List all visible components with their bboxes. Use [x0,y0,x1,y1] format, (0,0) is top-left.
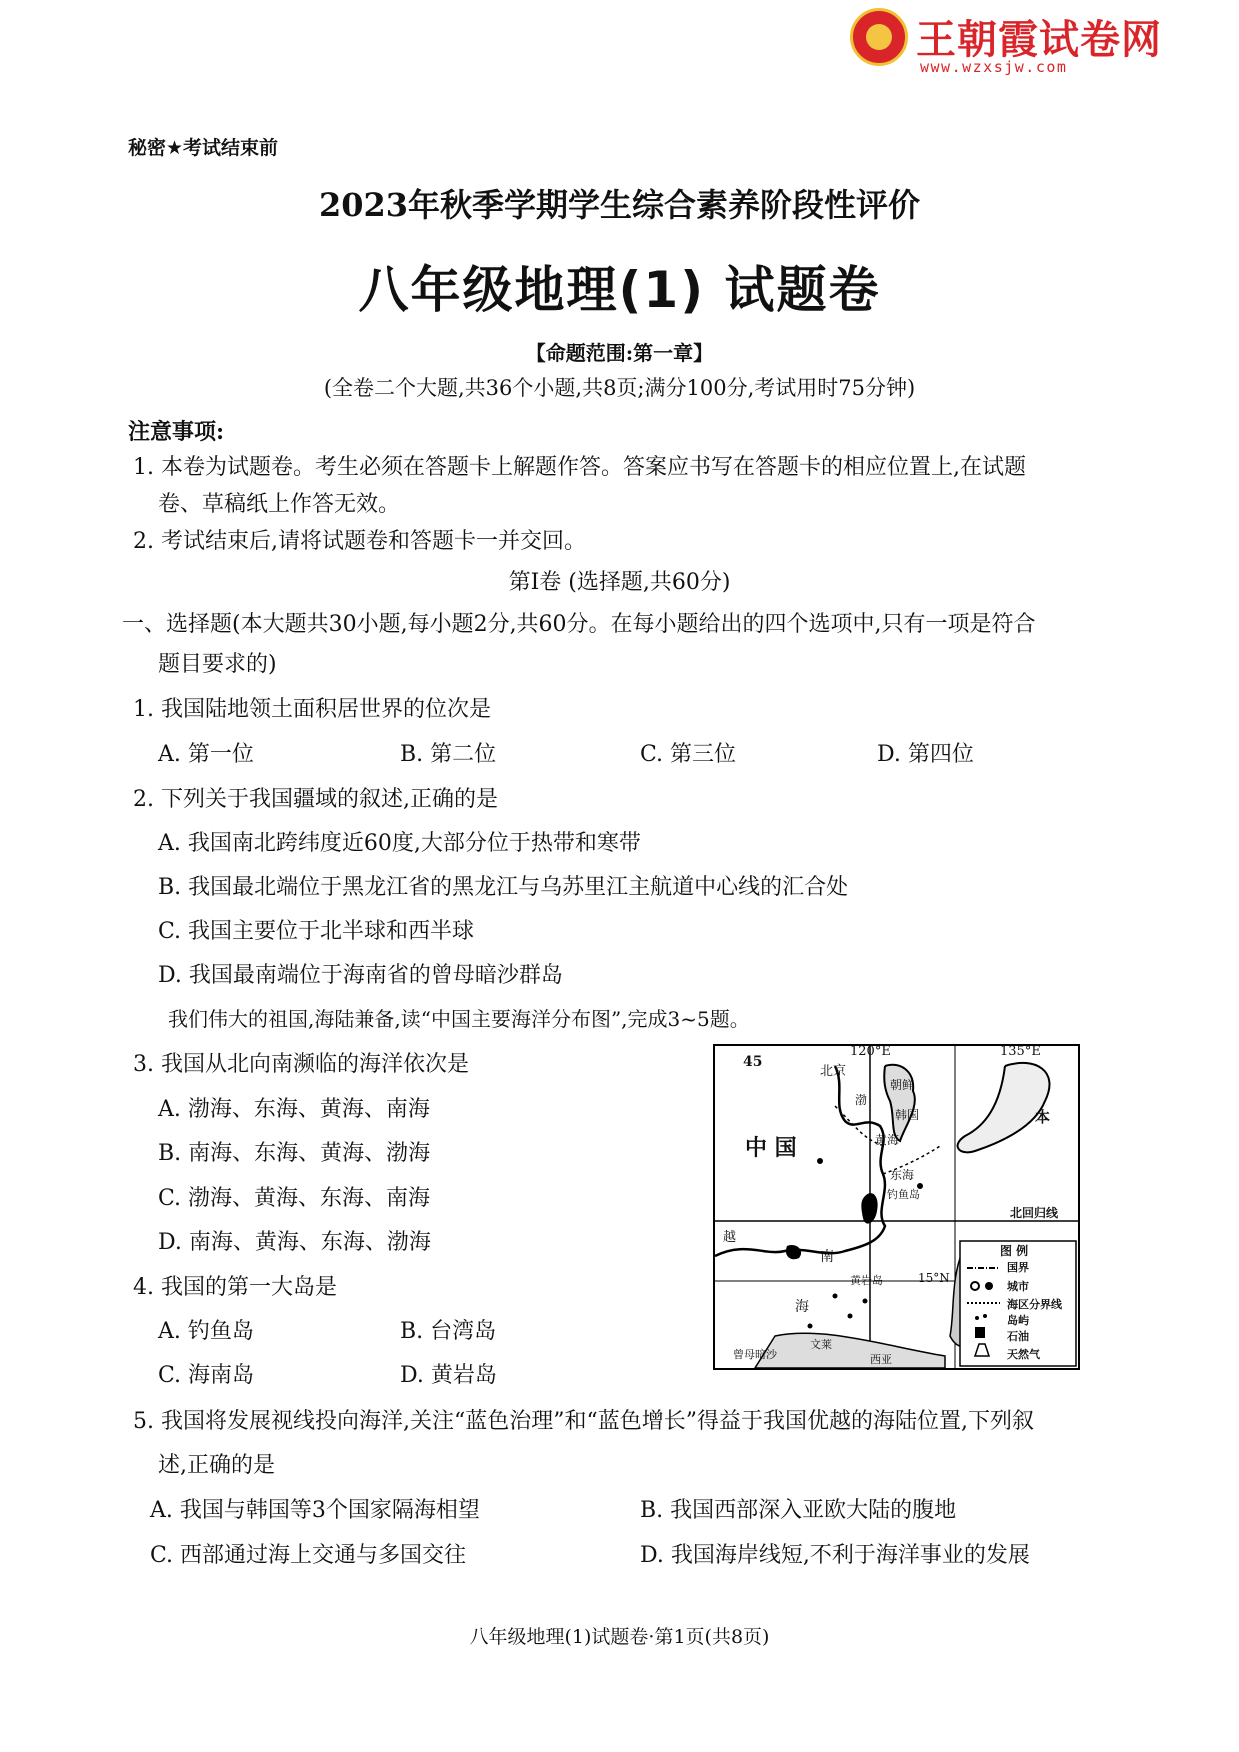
legend-city: 城市 [1007,1280,1029,1293]
note-1-cont: 卷、草稿纸上作答无效。 [158,492,401,517]
q2-option-c: C. 我国主要位于北半球和西半球 [158,919,475,944]
section-title: 第Ⅰ卷 (选择题,共60分) [508,570,731,595]
part-instructions: 一、选择题(本大题共30小题,每小题2分,共60分。在每小题给出的四个选项中,只有一项是符合 [122,612,1036,637]
group-intro: 我们伟大的祖国,海陆兼备,读“中国主要海洋分布图”,完成3~5题。 [168,1007,750,1031]
legend-border: 国界 [1007,1261,1029,1274]
notes-heading: 注意事项: [128,419,225,445]
logo-name: 王朝霞试卷网 [916,17,1162,63]
q4-option-b: B. 台湾岛 [400,1319,497,1344]
legend-gas: 天然气 [1007,1348,1040,1361]
note-2: 2. 考试结束后,请将试题卷和答题卡一并交回。 [133,529,586,554]
q3-option-c: C. 渤海、黄海、东海、南海 [158,1186,431,1211]
map-label-huangyan: 黄岩岛 [850,1274,883,1287]
q4-option-a: A. 钓鱼岛 [158,1319,254,1344]
q5-option-d: D. 我国海岸线短,不利于海洋事业的发展 [640,1543,1030,1568]
logo-url: www.wzxsjw.com [920,58,1068,76]
map-label-diaoyu: 钓鱼岛 [887,1188,920,1201]
question-1: 1. 我国陆地领土面积居世界的位次是 [133,697,491,722]
map-label-china: 中 国 [745,1135,797,1161]
map-label-bohai: 渤 [855,1093,868,1107]
china-seas-map [713,1044,1080,1370]
map-label-korea: 韩国 [895,1108,920,1122]
map-label-zengmu: 曾母暗沙 [733,1348,777,1361]
q4-option-c: C. 海南岛 [158,1363,255,1388]
map-label-45: 45 [743,1054,763,1070]
q4-option-d: D. 黄岩岛 [400,1363,497,1388]
q2-option-a: A. 我国南北跨纬度近60度,大部分位于热带和寒带 [158,831,641,856]
legend-island: 岛屿 [1007,1314,1029,1327]
site-logo [850,8,1230,78]
q3-option-d: D. 南海、黄海、东海、渤海 [158,1230,431,1255]
map-label-nanhai-1: 南 [820,1249,834,1265]
map-label-japan: 本 [1035,1108,1051,1126]
borneo [755,1333,945,1368]
exam-scope: 【命题范围:第一章】 [525,341,714,365]
map-label-beijing: 北京 [820,1064,847,1079]
q2-option-b: B. 我国最北端位于黑龙江省的黑龙江与乌苏里江主航道中心线的汇合处 [158,875,849,900]
question-2: 2. 下列关于我国疆域的叙述,正确的是 [133,787,498,812]
map-label-vietnam: 越 [723,1230,737,1245]
q1-option-a: A. 第一位 [158,742,254,767]
note-1: 1. 本卷为试题卷。考生必须在答题卡上解题作答。答案应书写在答题卡的相应位置上,在试题 [133,455,1026,480]
q3-option-a: A. 渤海、东海、黄海、南海 [158,1097,430,1122]
map-label-malaysia: 西亚 [870,1353,892,1366]
legend-title: 图 例 [1000,1244,1029,1258]
page-footer: 八年级地理(1)试题卷·第1页(共8页) [469,1626,770,1648]
map-label-donghai: 东海 [890,1168,915,1182]
q5-option-c: C. 西部通过海上交通与多国交往 [150,1543,467,1568]
exam-title: 2023年秋季学期学生综合素养阶段性评价 [318,186,921,224]
q1-option-c: C. 第三位 [640,742,737,767]
q1-option-d: D. 第四位 [877,742,974,767]
q3-option-b: B. 南海、东海、黄海、渤海 [158,1141,431,1166]
hainan-island [786,1245,801,1259]
q1-option-b: B. 第二位 [400,742,497,767]
map-label-huanghai: 黄海 [875,1133,900,1147]
question-5: 5. 我国将发展视线投向海洋,关注“蓝色治理”和“蓝色增长”得益于我国优越的海陆位置,下列叙 [133,1409,1034,1434]
map-label-135e: 135°E [1000,1044,1041,1059]
map-label-15n: 15°N [918,1271,950,1285]
paper-title: 八年级地理(1) 试题卷 [358,261,881,319]
logo-badge-icon [850,8,908,66]
q5-option-a: A. 我国与韩国等3个国家隔海相望 [150,1498,480,1523]
taiwan-island [861,1193,877,1223]
exam-description: (全卷二个大题,共36个小题,共8页;满分100分,考试用时75分钟) [323,376,916,400]
q5-option-b: B. 我国西部深入亚欧大陆的腹地 [640,1498,957,1523]
map-label-dprk: 朝鲜 [890,1078,915,1092]
map-label-nanhai-2: 海 [795,1299,809,1315]
map-label-brunei: 文莱 [810,1338,832,1351]
map-label-tropic: 北回归线 [1010,1206,1059,1220]
question-4: 4. 我国的第一大岛是 [133,1275,337,1300]
q2-option-d: D. 我国最南端位于海南省的曾母暗沙群岛 [158,963,563,988]
confidential-label: 秘密★考试结束前 [128,137,279,159]
question-3: 3. 我国从北向南濒临的海洋依次是 [133,1052,469,1077]
part-instructions-cont: 题目要求的) [158,652,277,677]
map-label-120e: 120°E [850,1044,891,1059]
legend-oil: 石油 [1007,1330,1029,1343]
legend-sea-boundary: 海区分界线 [1007,1298,1062,1311]
question-5-cont: 述,正确的是 [158,1453,275,1478]
